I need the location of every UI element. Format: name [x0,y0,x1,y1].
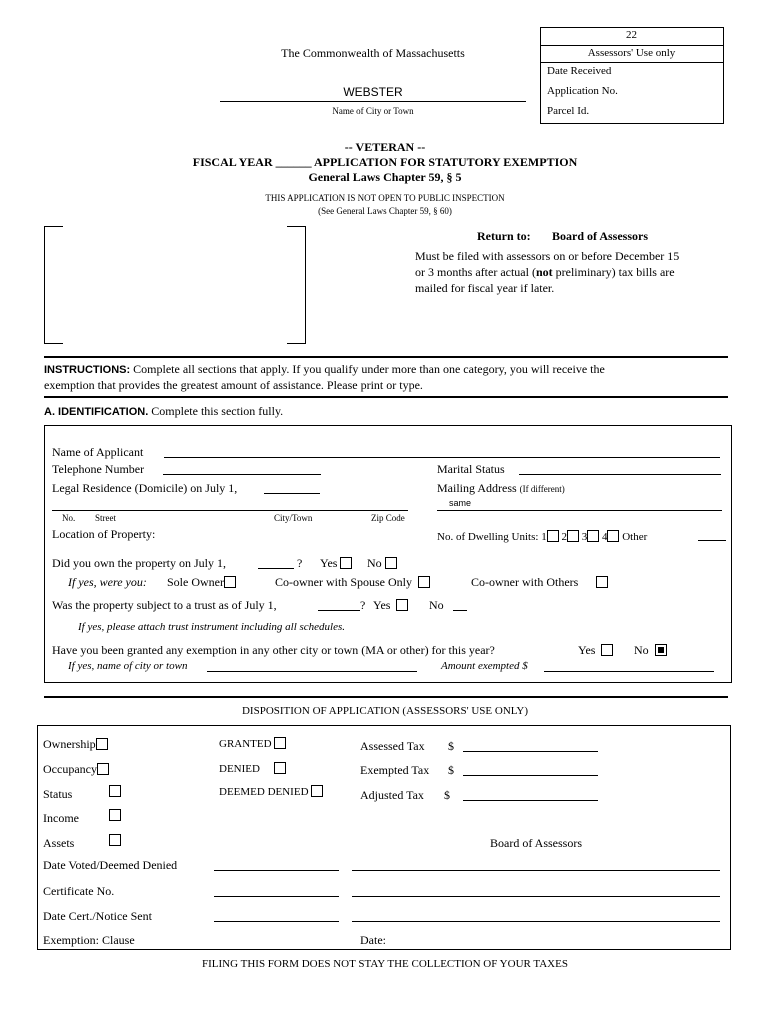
status-checkbox[interactable] [109,785,121,797]
exempt-yes-checkbox[interactable] [601,644,613,656]
name-field[interactable] [164,457,720,458]
granted-label: GRANTED [219,738,272,750]
exempted-tax-field[interactable] [463,775,598,776]
not-open-notice: THIS APPLICATION IS NOT OPEN TO PUBLIC INSPECTION [265,193,505,203]
co-others-checkbox[interactable] [596,576,608,588]
own-yes-label: Yes [320,556,338,570]
return-to-label: Return to: [477,229,531,243]
assessor-signature-3[interactable] [352,921,720,922]
fiscal-year-title: FISCAL YEAR ______ APPLICATION FOR STATUTORY EXEMPTION [192,155,578,169]
own-no-checkbox[interactable] [385,557,397,569]
date-received-label: Date Received [547,65,612,77]
divider [540,45,723,46]
occupancy-option [43,762,109,777]
dwelling-other-label: Other [622,531,648,543]
trust-no-field[interactable] [453,610,467,611]
deemed-denied-checkbox[interactable] [311,785,323,797]
assessors-use-title: Assessors' Use only [587,47,676,59]
co-others-label: Co-owner with Others [471,575,579,589]
exempted-dollar: $ [448,763,454,777]
exempt-no-checkbox[interactable] [655,644,667,656]
city-name[interactable]: WEBSTER [343,85,403,99]
rule [44,696,728,698]
form-number: 22 [626,29,637,41]
date-voted-label: Date Voted/Deemed Denied [43,858,178,872]
exempt-no-label: No [634,643,649,657]
name-label: Name of Applicant [52,445,144,459]
certificate-label: Certificate No. [43,884,115,898]
sole-owner-checkbox[interactable] [224,576,236,588]
mailing-label: Mailing Address [437,481,517,495]
no-caption: No. [62,513,76,523]
sole-owner-label: Sole Owner [167,575,224,589]
residence-address-field[interactable] [52,510,408,511]
address-window-bracket-left [44,226,63,344]
date-cert-label: Date Cert./Notice Sent [43,909,152,923]
adjusted-tax-label: Adjusted Tax [360,788,424,802]
dwelling-1-checkbox[interactable] [547,530,559,542]
income-label: Income [43,811,79,825]
return-line-1: Must be filed with assessors on or before December 15 [415,249,680,263]
certificate-field[interactable] [214,896,339,897]
amount-exempted-field[interactable] [544,671,714,672]
mailing-address-label [437,481,565,496]
ownership-label: Ownership [43,737,96,751]
address-window-bracket-right [287,226,306,344]
granted-checkbox[interactable] [274,737,286,749]
see-gl-notice: (See General Laws Chapter 59, § 60) [318,206,452,216]
ownership-checkbox[interactable] [96,738,108,750]
city-town-caption: City/Town [274,513,313,523]
trust-yes-label: Yes [373,598,391,612]
dwelling-units-row [437,530,647,543]
co-spouse-checkbox[interactable] [418,576,430,588]
dwelling-2-checkbox[interactable] [567,530,579,542]
denied-option [219,762,286,775]
income-checkbox[interactable] [109,809,121,821]
denied-label: DENIED [219,763,260,775]
exempt-yes-option [578,643,613,658]
instructions-text-1: Complete all sections that apply. If you qualify under more than one category, you will receive the [130,362,605,376]
trust-question-mark: ? [360,598,366,612]
adjusted-dollar: $ [444,788,450,802]
application-no-label: Application No. [547,85,618,97]
dwelling-3-label: 3 [581,531,588,543]
footer-notice: FILING THIS FORM DOES NOT STAY THE COLLECTION OF YOUR TAXES [202,958,568,970]
instructions-line-1 [44,362,605,377]
own-yes-checkbox[interactable] [340,557,352,569]
trust-question: Was the property subject to a trust as of July 1, [52,598,277,612]
exempted-tax-label: Exempted Tax [360,763,430,777]
city-caption: Name of City or Town [332,106,414,116]
legal-residence-label: Legal Residence (Domicile) on July 1, [52,481,238,495]
ownership-option [43,737,108,752]
status-label: Status [43,787,73,801]
dwelling-4-checkbox[interactable] [607,530,619,542]
if-different-note: (If different) [519,484,565,494]
if-yes-were-you: If yes, were you: [68,575,147,589]
dwelling-other-field[interactable] [698,540,726,541]
return-line-2b: preliminary) tax bills are [552,265,675,279]
date-cert-field[interactable] [214,921,339,922]
section-a-label: A. IDENTIFICATION. [44,406,149,418]
return-not: not [535,265,553,279]
rule [44,356,728,358]
marital-status-label: Marital Status [437,462,505,476]
trust-year-field[interactable] [318,610,360,611]
mailing-address-field[interactable] [437,510,722,511]
trust-note: If yes, please attach trust instrument including all schedules. [78,621,346,633]
return-line-2a: or 3 months after actual ( [415,265,536,279]
date-label: Date: [360,933,386,947]
co-spouse-option [275,575,430,590]
exemption-question: Have you been granted any exemption in any other city or town (MA or other) for this year? [52,643,495,657]
marital-status-field[interactable] [519,474,721,475]
exempt-yes-label: Yes [578,643,596,657]
city-line [220,101,526,102]
own-question-mark: ? [297,556,303,570]
assessed-tax-label: Assessed Tax [360,739,425,753]
street-caption: Street [95,513,116,523]
dwelling-3-checkbox[interactable] [587,530,599,542]
board-of-assessors-label: Board of Assessors [490,836,582,850]
granted-option [219,737,286,750]
deemed-denied-label: DEEMED DENIED [219,786,309,798]
mailing-address-value[interactable]: same [449,498,472,508]
assets-label: Assets [43,836,75,850]
trust-no-label: No [429,598,444,612]
occupancy-label: Occupancy [43,762,97,776]
dwelling-units-label: No. of Dwelling Units: 1 [437,531,547,543]
parcel-id-label: Parcel Id. [547,105,590,117]
disposition-title: DISPOSITION OF APPLICATION (ASSESSORS' USE ONLY) [241,705,528,717]
assessor-signature-2[interactable] [352,896,720,897]
own-no-label: No [367,556,382,570]
denied-checkbox[interactable] [274,762,286,774]
instructions-label: INSTRUCTIONS: [44,364,131,376]
veteran-title: -- VETERAN -- [344,140,426,154]
return-line-3: mailed for fiscal year if later. [415,281,555,295]
adjusted-tax-field[interactable] [463,800,598,801]
exemption-clause-label: Exemption: Clause [43,933,135,947]
trust-yes-option [373,598,408,613]
if-yes-city-label: If yes, name of city or town [68,660,188,672]
gl-title: General Laws Chapter 59, § 5 [308,170,462,184]
exempt-no-option [634,643,667,658]
exempt-city-field[interactable] [207,671,417,672]
assessed-tax-field[interactable] [463,751,598,752]
rule [44,396,728,398]
amount-exempted-label: Amount exempted $ [441,660,528,672]
return-line-2 [415,265,675,280]
own-yes-option [320,556,352,571]
legal-residence-year-field[interactable] [264,493,320,494]
occupancy-checkbox[interactable] [97,763,109,775]
zip-caption: Zip Code [371,513,405,523]
telephone-field[interactable] [163,474,321,475]
co-others-option [471,575,608,590]
trust-no-option [429,598,444,613]
divider [540,62,723,63]
return-board: Board of Assessors [552,229,649,243]
assessed-dollar: $ [448,739,454,753]
date-voted-field[interactable] [214,870,339,871]
assessor-signature-1[interactable] [352,870,720,871]
section-a-heading [44,404,283,419]
deemed-denied-option [219,785,323,798]
dwelling-2-label: 2 [561,531,567,543]
own-year-field[interactable] [258,568,294,569]
assets-checkbox[interactable] [109,834,121,846]
trust-yes-checkbox[interactable] [396,599,408,611]
dwelling-4-label: 4 [601,531,608,543]
telephone-label: Telephone Number [52,462,145,476]
instructions-line-2: exemption that provides the greatest amount of assistance. Please print or type. [44,378,423,392]
section-a-text: Complete this section fully. [148,404,284,418]
location-label: Location of Property: [52,527,156,541]
commonwealth-title: The Commonwealth of Massachusetts [281,46,465,60]
own-question: Did you own the property on July 1, [52,556,226,570]
sole-owner-option [167,575,236,590]
own-no-option [367,556,397,571]
co-spouse-label: Co-owner with Spouse Only [275,575,412,589]
